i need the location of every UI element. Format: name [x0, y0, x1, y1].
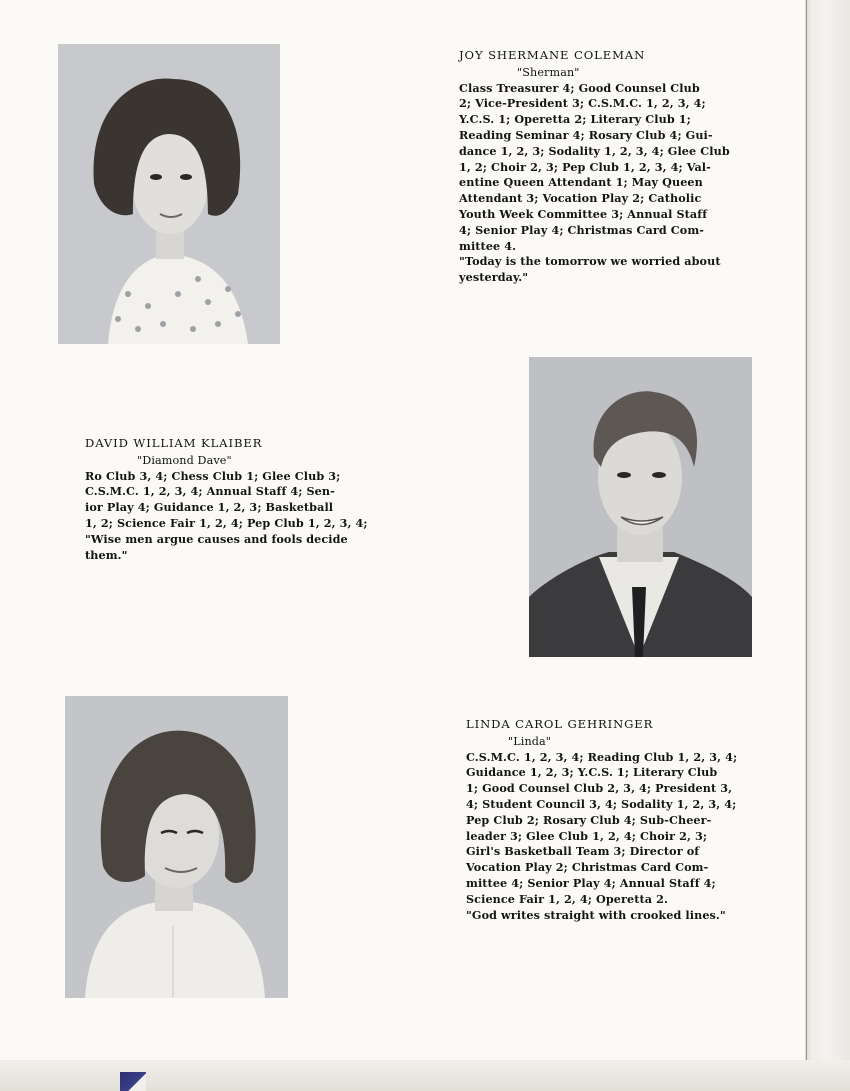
activity-line: Girl's Basketball Team 3; Director of — [466, 844, 700, 859]
student-name: DAVID WILLIAM KLAIBER — [85, 436, 263, 450]
activity-line: 1, 2; Science Fair 1, 2, 4; Pep Club 1, 2, 3, 4; — [85, 515, 368, 530]
activity-line: leader 3; Glee Club 1, 2, 4; Choir 2, 3; — [466, 828, 708, 843]
quote-line: them." — [85, 547, 128, 562]
activity-line: Vocation Play 2; Christmas Card Com- — [466, 860, 709, 875]
student-nickname: "Sherman" — [517, 65, 580, 79]
activity-line: C.S.M.C. 1, 2, 3, 4; Annual Staff 4; Sen- — [85, 484, 335, 499]
activity-line: 4; Senior Play 4; Christmas Card Com- — [459, 222, 704, 237]
activity-line: Science Fair 1, 2, 4; Operetta 2. — [466, 891, 668, 906]
bio-linda-gehringer — [466, 717, 766, 923]
activity-line: 1; Good Counsel Club 2, 3, 4; President 3, — [466, 781, 733, 796]
activity-line: Reading Seminar 4; Rosary Club 4; Gui- — [459, 127, 713, 142]
activity-line: 4; Student Council 3, 4; Sodality 1, 2, 3, 4; — [466, 796, 737, 811]
activity-line: Y.C.S. 1; Operetta 2; Literary Club 1; — [459, 112, 691, 127]
activity-line: C.S.M.C. 1, 2, 3, 4; Reading Club 1, 2, 3, 4; — [466, 749, 738, 764]
student-nickname: "Diamond Dave" — [137, 453, 232, 467]
activity-line: 1, 2; Choir 2, 3; Pep Club 1, 2, 3, 4; Val- — [459, 159, 711, 174]
book-spine — [805, 0, 850, 1091]
portrait-linda-gehringer — [65, 696, 288, 998]
activity-line: 2; Vice-President 3; C.S.M.C. 1, 2, 3, 4; — [459, 96, 706, 111]
student-name: LINDA CAROL GEHRINGER — [466, 717, 654, 731]
activity-line: Guidance 1, 2, 3; Y.C.S. 1; Literary Club — [466, 765, 718, 780]
activity-line: Class Treasurer 4; Good Counsel Club — [459, 80, 700, 95]
activity-line: entine Queen Attendant 1; May Queen — [459, 175, 703, 190]
activity-line: Pep Club 2; Rosary Club 4; Sub-Cheer- — [466, 812, 712, 827]
bookmark-ribbon — [120, 1072, 146, 1091]
quote-line: yesterday." — [459, 270, 529, 285]
quote-line: "God writes straight with crooked lines." — [466, 907, 726, 922]
bio-david-klaiber — [85, 436, 405, 563]
quote-line: "Today is the tomorrow we worried about — [459, 254, 721, 269]
activity-line: mittee 4; Senior Play 4; Annual Staff 4; — [466, 875, 716, 890]
activity-line: Youth Week Committee 3; Annual Staff — [459, 206, 708, 221]
activity-line: Ro Club 3, 4; Chess Club 1; Glee Club 3; — [85, 468, 341, 483]
portrait-david-klaiber — [529, 357, 752, 657]
student-nickname: "Linda" — [508, 734, 552, 748]
student-name: JOY SHERMANE COLEMAN — [459, 48, 646, 62]
activity-line: ior Play 4; Guidance 1, 2, 3; Basketball — [85, 500, 334, 515]
portrait-joy-coleman — [58, 44, 280, 344]
bio-joy-coleman — [459, 48, 759, 286]
activity-line: dance 1, 2, 3; Sodality 1, 2, 3, 4; Glee Club — [459, 143, 730, 158]
quote-line: "Wise men argue causes and fools decide — [85, 531, 348, 546]
activity-line: Attendant 3; Vocation Play 2; Catholic — [459, 191, 702, 206]
activity-line: mittee 4. — [459, 238, 517, 253]
spine-edge — [806, 0, 807, 1091]
